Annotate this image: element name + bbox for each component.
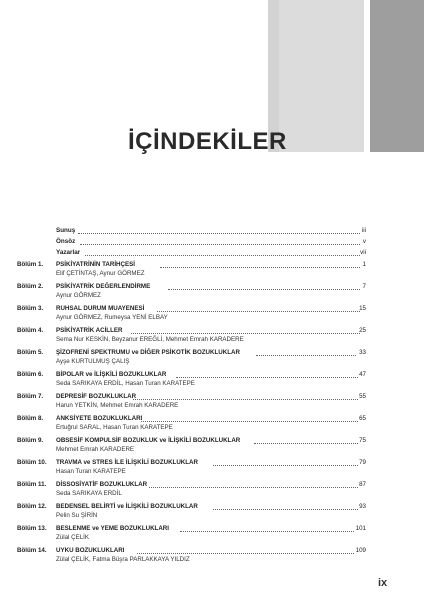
chapter-authors: Seda SARIKAYA ERDİL, Hasan Turan KARATEPE <box>56 380 195 387</box>
page-number: 93 <box>359 503 366 510</box>
page-title: İÇİNDEKİLER <box>128 128 287 155</box>
leader-dots <box>141 421 358 422</box>
chapter-number: Bölüm 11. <box>17 481 47 488</box>
chapter-title: RUHSAL DURUM MUAYENESİ <box>56 305 145 312</box>
page-number: 79 <box>359 459 366 466</box>
chapter-authors: Aynur GÖRMEZ <box>56 292 101 299</box>
chapter-number: Bölüm 3. <box>17 305 44 312</box>
chapter-title: BEDENSEL BELİRTİ ve İLİŞKİLİ BOZUKLUKLAR <box>56 503 198 510</box>
leader-dots <box>254 443 358 444</box>
chapter-number: Bölüm 8. <box>17 415 44 422</box>
chapter-authors: Mehmet Emrah KARADERE <box>56 446 135 453</box>
leader-dots <box>157 311 360 312</box>
leader-dots <box>133 399 358 400</box>
page-folio: ix <box>378 577 388 589</box>
chapter-title: OBSESİF KOMPULSİF BOZUKLUK ve İLİŞKİLİ BOZUKLUKLAR <box>56 437 241 444</box>
leader-dots <box>213 465 358 466</box>
chapter-number: Bölüm 9. <box>17 437 44 444</box>
page-number: 25 <box>359 327 366 334</box>
front-matter-label: Sunuş <box>56 227 76 234</box>
chapter-authors: Harun YETKİN, Mehmet Emrah KARADERE <box>56 402 179 409</box>
chapter-number: Bölüm 14. <box>17 547 47 554</box>
chapter-title: DEPRESİF BOZUKLUKLAR <box>56 393 137 400</box>
chapter-number: Bölüm 6. <box>17 371 44 378</box>
page-number: 47 <box>359 371 366 378</box>
chapter-authors: Seda SARIKAYA ERDİL <box>56 490 122 497</box>
chapter-title: PSİKİYATRİK ACİLLER <box>56 327 123 334</box>
page-number: 33 <box>359 349 366 356</box>
chapter-title: BİPOLAR ve İLİŞKİLİ BOZUKLUKLAR <box>56 371 167 378</box>
chapter-number: Bölüm 4. <box>17 327 44 334</box>
chapter-title: PSİKİYATRİNİN TARİHÇESİ <box>56 261 135 268</box>
leader-dots <box>180 531 354 532</box>
page-number: 1 <box>362 261 366 268</box>
chapter-number: Bölüm 1. <box>17 261 44 268</box>
page-number: vii <box>360 249 366 256</box>
page-number: 75 <box>359 437 366 444</box>
page-number: 109 <box>355 547 366 554</box>
leader-dots <box>85 255 360 256</box>
decor-bar-dark <box>370 0 424 152</box>
chapter-authors: Ertuğrul SARAL, Hasan Turan KARATEPE <box>56 424 173 431</box>
leader-dots <box>213 509 358 510</box>
leader-dots <box>137 553 354 554</box>
leader-dots <box>256 355 356 356</box>
chapter-number: Bölüm 7. <box>17 393 44 400</box>
leader-dots <box>160 267 360 268</box>
page-number: 55 <box>359 393 366 400</box>
decor-bar-lighter <box>279 0 364 152</box>
page-number: 87 <box>359 481 366 488</box>
chapter-title: BESLENME ve YEME BOZUKLUKLARI <box>56 525 169 532</box>
page-number: 7 <box>362 283 366 290</box>
chapter-title: ŞİZOFRENİ SPEKTRUMU ve DİĞER PSİKOTİK BOZUKLUKLAR <box>56 349 240 356</box>
page-number: 65 <box>359 415 366 422</box>
chapter-title: UYKU BOZUKLUKLARI <box>56 547 125 554</box>
chapter-number: Bölüm 5. <box>17 349 44 356</box>
chapter-authors: Zülal ÇELİK <box>56 534 90 541</box>
chapter-number: Bölüm 13. <box>17 525 47 532</box>
chapter-authors: Sema Nur KESKİN, Beyzanur EREĞLİ, Mehmet Emrah KARADERE <box>56 336 244 343</box>
chapter-authors: Hasan Turan KARATEPE <box>56 468 126 475</box>
chapter-title: DİSSOSİYATİF BOZUKLUKLAR <box>56 481 148 488</box>
page-number: 15 <box>359 305 366 312</box>
leader-dots <box>149 487 358 488</box>
page-number: 101 <box>355 525 366 532</box>
chapter-authors: Zülal ÇELİK, Fatma Büşra PARLAKKAYA YILDIZ <box>56 556 190 563</box>
front-matter-label: Önsöz <box>56 238 76 245</box>
chapter-authors: Ayşe KURTULMUŞ ÇALIŞ <box>56 358 130 365</box>
chapter-authors: Elif ÇETİNTAŞ, Aynur GÖRMEZ <box>56 270 145 277</box>
chapter-authors: Pelin Su ŞİRİN <box>56 512 98 519</box>
chapter-title: TRAVMA ve STRES İLE İLİŞKİLİ BOZUKLUKLAR <box>56 459 198 466</box>
chapter-number: Bölüm 2. <box>17 283 44 290</box>
chapter-authors: Aynur GÖRMEZ, Rumeysa YENİ ELBAY <box>56 314 168 321</box>
leader-dots <box>168 289 360 290</box>
page-number: v <box>362 238 366 245</box>
chapter-title: ANKSİYETE BOZUKLUKLARI <box>56 415 143 422</box>
leader-dots <box>176 377 358 378</box>
chapter-number: Bölüm 10. <box>17 459 47 466</box>
front-matter-label: Yazarlar <box>56 249 81 256</box>
leader-dots <box>131 333 360 334</box>
page-number: iii <box>361 227 366 234</box>
chapter-number: Bölüm 12. <box>17 503 47 510</box>
leader-dots <box>78 233 360 234</box>
chapter-title: PSİKİYATRİK DEĞERLENDİRME <box>56 283 151 290</box>
leader-dots <box>80 244 360 245</box>
